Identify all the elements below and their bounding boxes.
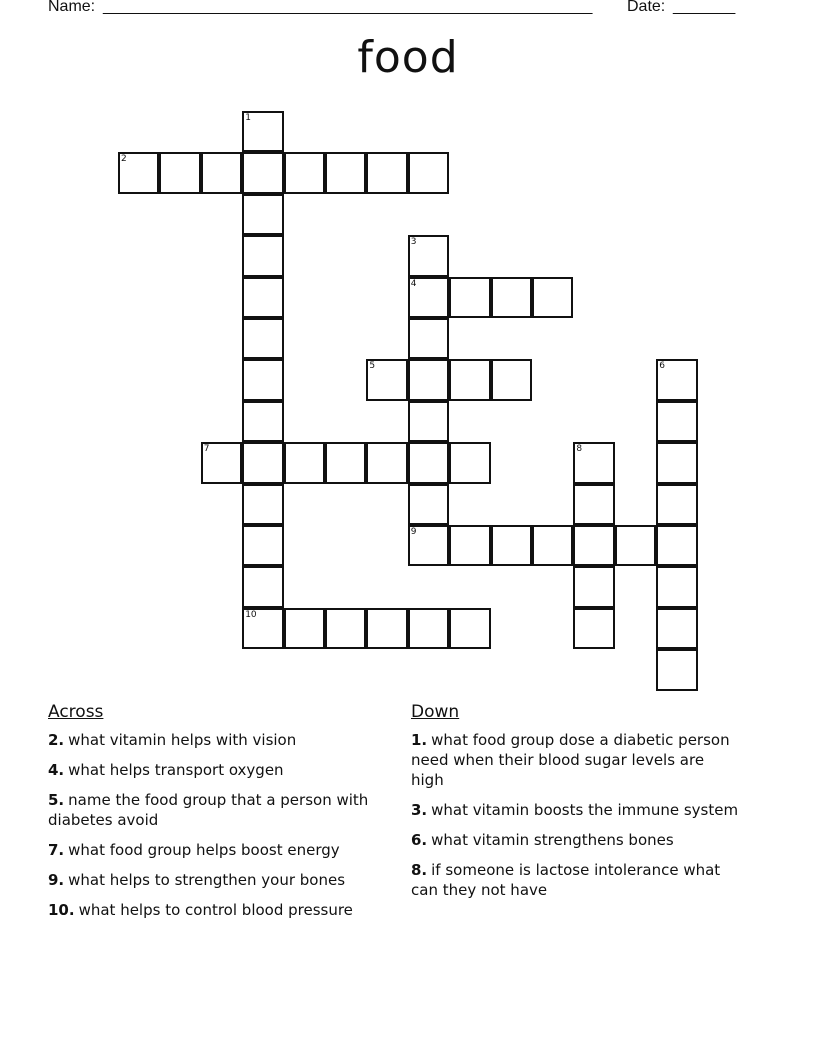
clue-number: 7. <box>48 841 65 859</box>
grid-cell[interactable] <box>573 525 614 566</box>
grid-cell[interactable] <box>449 525 490 566</box>
grid-cell[interactable] <box>201 442 242 483</box>
grid-cell[interactable] <box>656 608 697 649</box>
grid-cell[interactable] <box>573 484 614 525</box>
clue-text: what helps transport oxygen <box>68 761 284 779</box>
grid-cell[interactable] <box>408 318 449 359</box>
grid-cell[interactable] <box>242 111 283 152</box>
grid-cell[interactable] <box>325 442 366 483</box>
grid-cell[interactable] <box>242 484 283 525</box>
cell-number: 3 <box>410 237 417 248</box>
grid-cell[interactable] <box>449 277 490 318</box>
grid-cell[interactable] <box>491 525 532 566</box>
grid-cell[interactable] <box>408 277 449 318</box>
clue-number: 5. <box>48 791 65 809</box>
cell-number: 9 <box>410 527 417 537</box>
clue-text: what vitamin helps with vision <box>68 731 297 749</box>
across-heading: Across <box>48 702 104 722</box>
cell-number: 5 <box>369 361 376 372</box>
clue-text: what food group helps boost energy <box>68 841 340 859</box>
grid-cell[interactable] <box>159 152 200 193</box>
clue-text: if someone is lactose intolerance what can they not have <box>411 861 721 899</box>
grid-cell[interactable] <box>449 608 490 649</box>
cell-number: 10 <box>245 609 257 620</box>
cell-number: 1 <box>245 113 251 123</box>
down-clue <box>411 830 741 850</box>
grid-cell[interactable] <box>656 484 697 525</box>
down-clues <box>411 702 741 910</box>
grid-cell[interactable] <box>491 359 532 400</box>
down-heading: Down <box>411 702 460 722</box>
grid-cell[interactable] <box>366 152 407 193</box>
down-clue <box>411 730 741 790</box>
grid-cell[interactable] <box>573 442 614 483</box>
down-clue <box>411 860 741 900</box>
across-clue <box>48 840 398 860</box>
cell-number: 8 <box>576 444 583 455</box>
grid-cell[interactable] <box>242 194 283 235</box>
grid-cell[interactable] <box>118 152 159 193</box>
grid-cell[interactable] <box>491 277 532 318</box>
grid-cell[interactable] <box>242 608 283 649</box>
cell-number: 6 <box>659 361 665 372</box>
puzzle-title: food <box>357 32 459 83</box>
grid-cell[interactable] <box>325 152 366 193</box>
grid-cell[interactable] <box>573 566 614 607</box>
grid-cell[interactable] <box>284 608 325 649</box>
across-clue <box>48 730 398 750</box>
grid-cell[interactable] <box>242 566 283 607</box>
grid-cell[interactable] <box>656 359 697 400</box>
grid-cell[interactable] <box>573 608 614 649</box>
grid-cell[interactable] <box>284 152 325 193</box>
grid-cell[interactable] <box>242 401 283 442</box>
clue-number: 4. <box>48 761 65 779</box>
clue-number: 9. <box>48 871 65 889</box>
grid-cell[interactable] <box>656 649 697 690</box>
date-label: Date: <box>627 0 666 15</box>
grid-cell[interactable] <box>656 401 697 442</box>
name-blank[interactable]: _______________________________________________________ <box>103 0 593 15</box>
grid-cell[interactable] <box>242 277 283 318</box>
grid-cell[interactable] <box>201 152 242 193</box>
across-clue <box>48 760 398 780</box>
grid-cell[interactable] <box>408 359 449 400</box>
grid-cell[interactable] <box>242 525 283 566</box>
grid-cell[interactable] <box>366 442 407 483</box>
grid-cell[interactable] <box>325 608 366 649</box>
grid-cell[interactable] <box>449 359 490 400</box>
clue-number: 6. <box>411 831 428 849</box>
grid-cell[interactable] <box>242 442 283 483</box>
grid-cell[interactable] <box>656 442 697 483</box>
name-label: Name: <box>48 0 96 15</box>
grid-cell[interactable] <box>656 566 697 607</box>
across-clues <box>48 702 398 930</box>
clue-text: name the food group that a person with diabetes avoid <box>48 791 369 829</box>
grid-cell[interactable] <box>408 608 449 649</box>
grid-cell[interactable] <box>408 152 449 193</box>
grid-cell[interactable] <box>242 318 283 359</box>
date-blank[interactable]: _______ <box>673 0 736 15</box>
grid-cell[interactable] <box>242 359 283 400</box>
clue-number: 8. <box>411 861 428 879</box>
grid-cell[interactable] <box>408 401 449 442</box>
grid-cell[interactable] <box>366 608 407 649</box>
grid-cell[interactable] <box>408 484 449 525</box>
across-clue <box>48 900 398 920</box>
grid-cell[interactable] <box>408 442 449 483</box>
clue-number: 3. <box>411 801 428 819</box>
grid-cell[interactable] <box>284 442 325 483</box>
grid-cell[interactable] <box>242 152 283 193</box>
clue-text: what vitamin boosts the immune system <box>431 801 739 819</box>
grid-cell[interactable] <box>449 442 490 483</box>
clue-text: what food group dose a diabetic person need when their blood sugar levels are high <box>411 731 730 789</box>
clue-number: 2. <box>48 731 65 749</box>
grid-cell[interactable] <box>615 525 656 566</box>
clue-text: what helps to strengthen your bones <box>68 871 346 889</box>
across-clue <box>48 790 398 830</box>
grid-cell[interactable] <box>408 525 449 566</box>
clue-text: what vitamin strengthens bones <box>431 831 674 849</box>
grid-cell[interactable] <box>242 235 283 276</box>
across-clue <box>48 870 398 890</box>
clue-number: 10. <box>48 901 75 919</box>
cell-number: 4 <box>410 278 417 289</box>
clue-text: what helps to control blood pressure <box>78 901 353 919</box>
grid-cell[interactable] <box>532 525 573 566</box>
clue-number: 1. <box>411 731 428 749</box>
grid-cell[interactable] <box>408 235 449 276</box>
cell-number: 7 <box>203 444 210 455</box>
grid-cell[interactable] <box>656 525 697 566</box>
down-clue <box>411 800 741 820</box>
grid-cell[interactable] <box>532 277 573 318</box>
cell-number: 2 <box>121 154 127 165</box>
grid-cell[interactable] <box>366 359 407 400</box>
